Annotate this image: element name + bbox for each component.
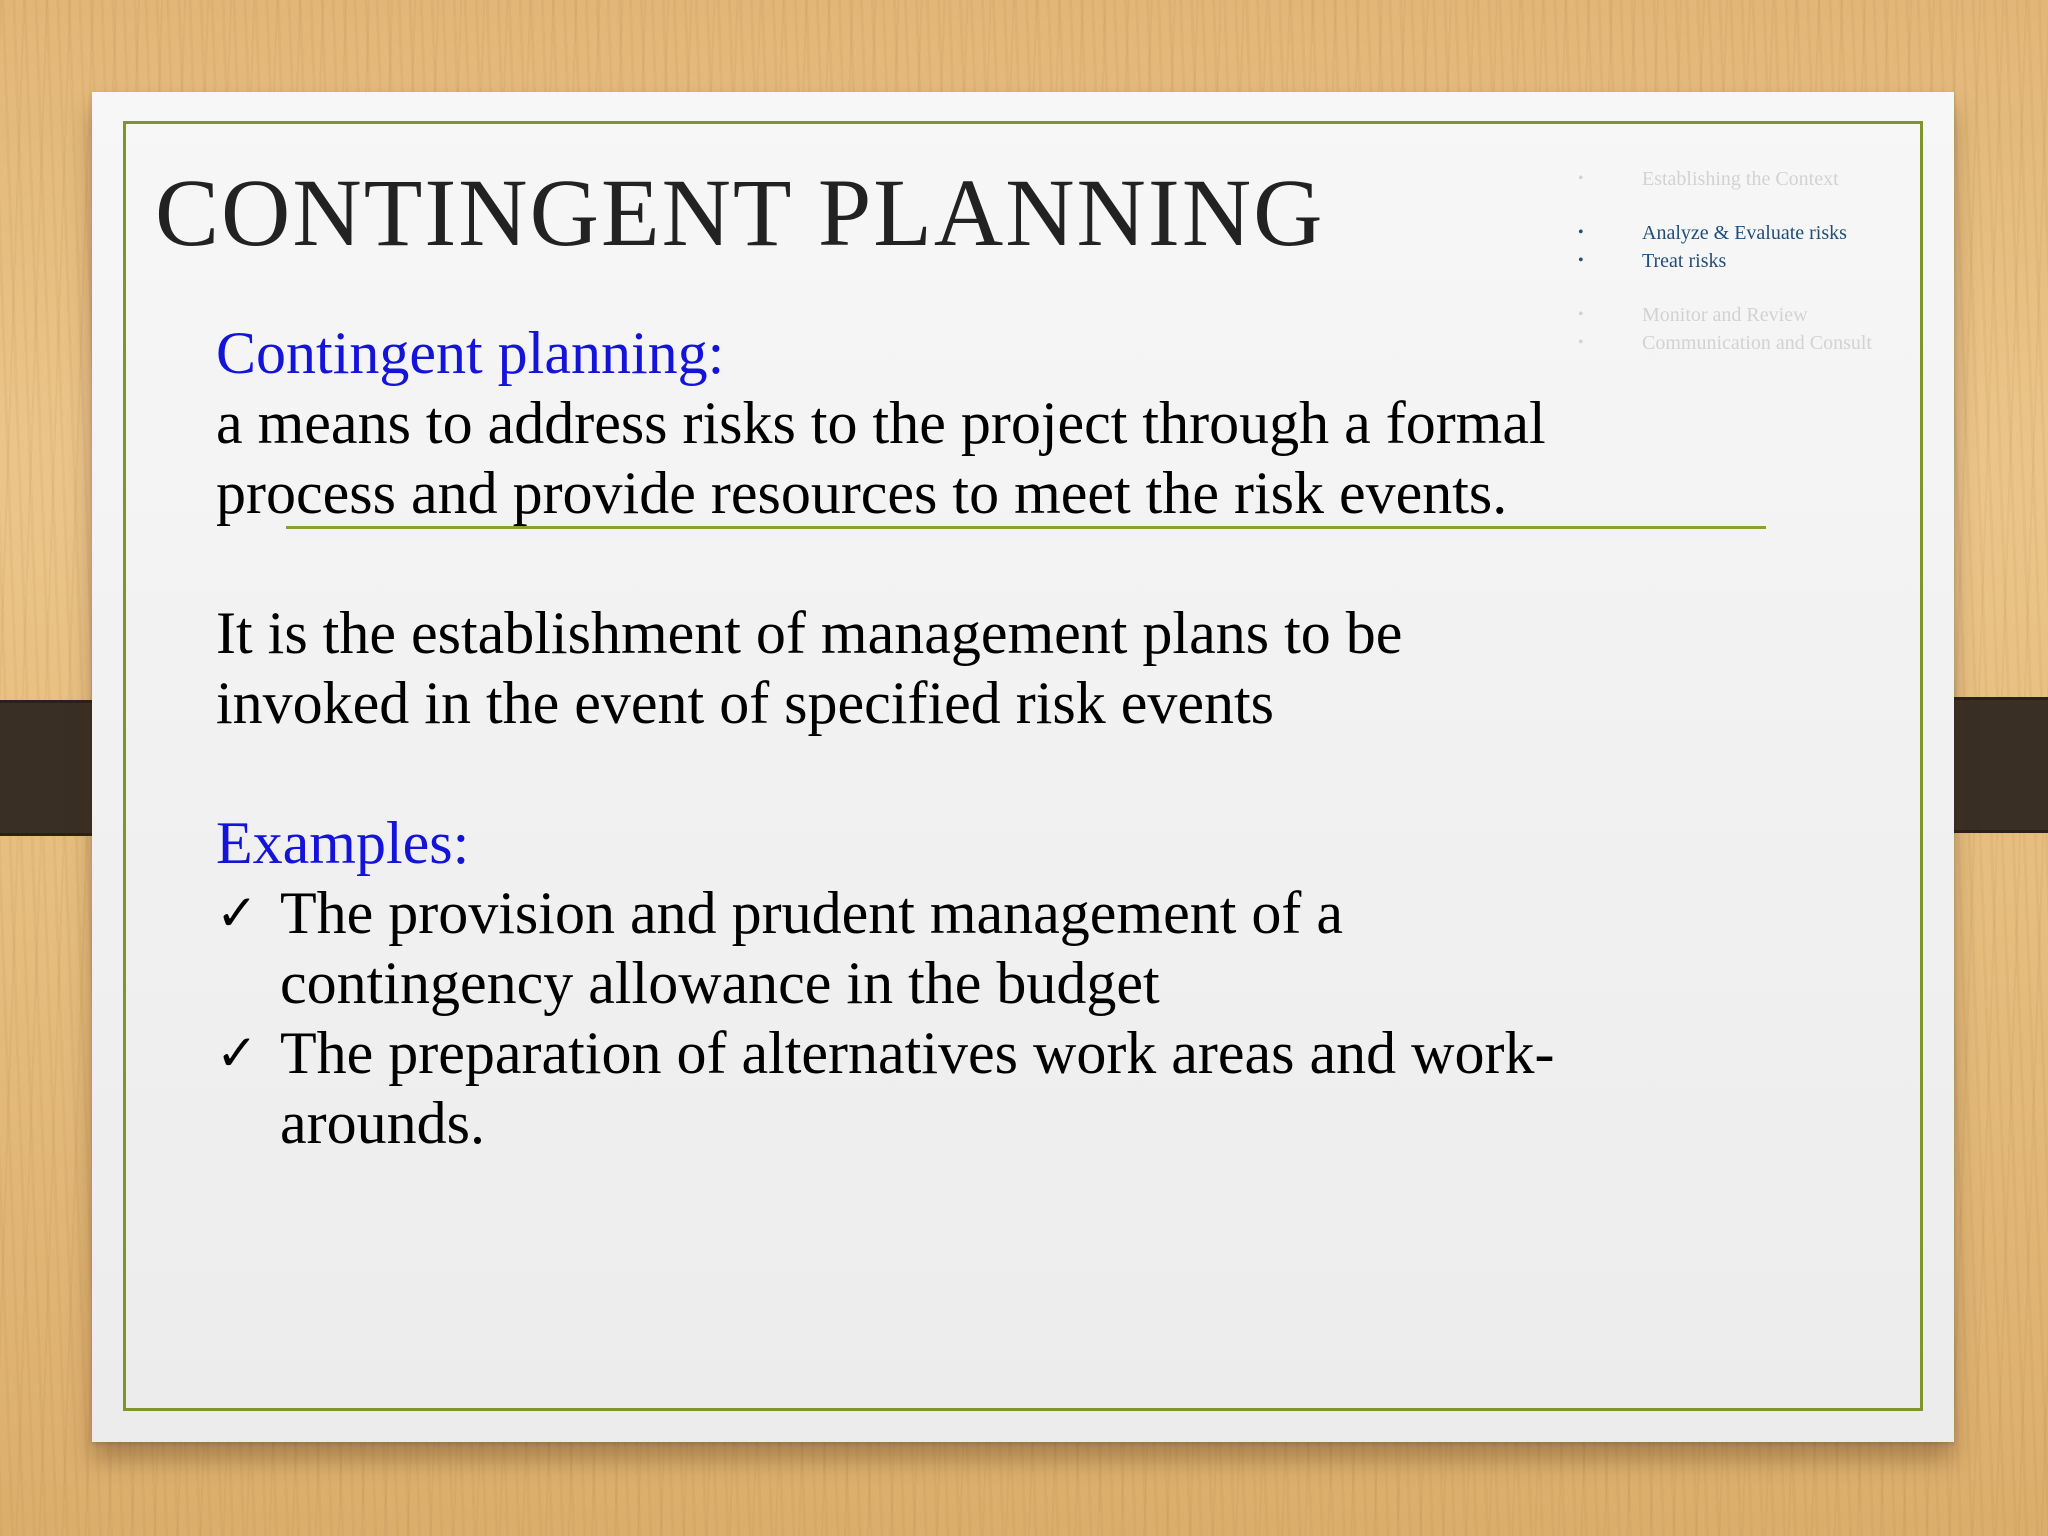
example-line-2: contingency allowance in the budget <box>280 950 1160 1016</box>
definition-heading: Contingent planning: <box>216 320 725 386</box>
explanation-line-1: It is the establishment of management plans to be <box>216 600 1403 666</box>
nav-item-label: Monitor and Review <box>1642 304 1808 326</box>
nav-bullet: • <box>1578 224 1584 241</box>
example-item <box>216 1018 1776 1158</box>
examples-heading: Examples: <box>216 810 470 876</box>
nav-bullet: • <box>1578 252 1584 269</box>
example-text <box>280 1018 1776 1158</box>
nav-item-establishing-context <box>1572 165 1932 193</box>
nav-item-label: Analyze & Evaluate risks <box>1642 222 1847 244</box>
slide-title: CONTINGENT PLANNING <box>155 159 1325 266</box>
nav-item-label: Treat risks <box>1642 250 1727 272</box>
nav-item-label: Establishing the Context <box>1642 168 1839 190</box>
explanation-line-2: invoked in the event of specified risk events <box>216 670 1275 736</box>
nav-item-label: Communication and Consult <box>1642 332 1872 354</box>
example-line-1: The preparation of alternatives work areas and work- <box>280 1020 1555 1086</box>
check-mark-icon: ✓ <box>216 1024 258 1082</box>
nav-bullet: • <box>1578 170 1584 187</box>
nav-bullet: • <box>1578 334 1584 351</box>
example-item <box>216 878 1776 1018</box>
check-mark-icon: ✓ <box>216 884 258 942</box>
slide-body <box>216 318 1776 1158</box>
definition-line-1: a means to address risks to the project through a formal <box>216 390 1546 456</box>
example-line-2: arounds. <box>280 1090 485 1156</box>
nav-item-treat-risks <box>1572 247 1932 275</box>
nav-bullet: • <box>1578 306 1584 323</box>
definition-line-2: process and provide resources to meet the risk events. <box>216 460 1508 526</box>
nav-item-analyze-evaluate <box>1572 219 1932 247</box>
example-line-1: The provision and prudent management of a <box>280 880 1344 946</box>
example-text <box>280 878 1776 1018</box>
